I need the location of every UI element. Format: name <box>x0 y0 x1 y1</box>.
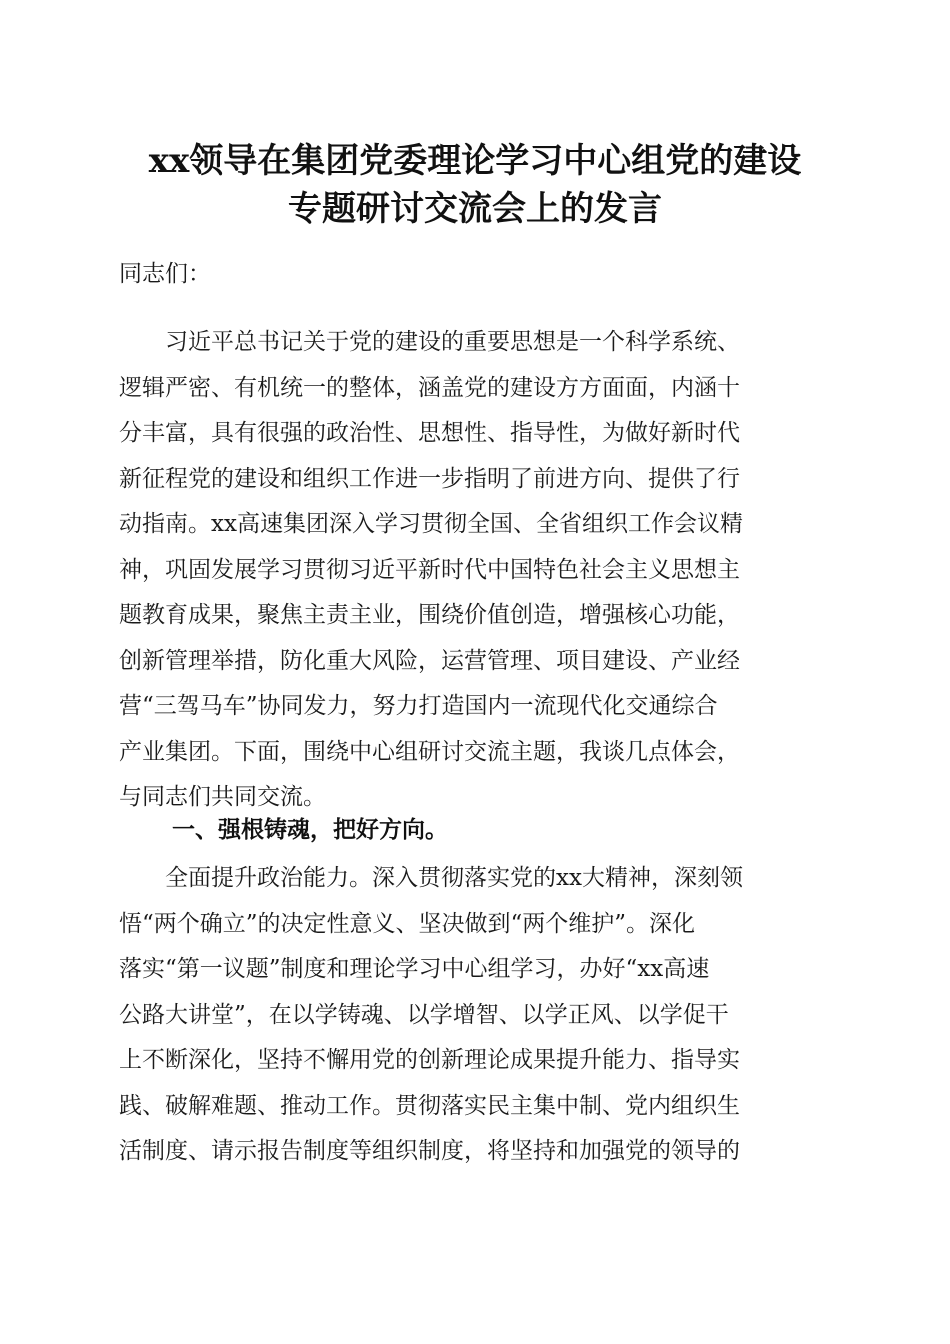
paragraph-line: 新征程党的建设和组织工作进一步指明了前进方向、提供了行 <box>119 465 740 492</box>
paragraph-line: 公路大讲堂”，在以学铸魂、以学增智、以学正风、以学促干 <box>119 1001 729 1028</box>
paragraph-line: 动指南。xx高速集团深入学习贯彻全国、全省组织工作会议精 <box>119 511 743 537</box>
paragraph-1 <box>119 320 830 821</box>
paragraph-line: 习近平总书记关于党的建设的重要思想是一个科学系统、 <box>119 329 740 355</box>
document-title-line-1: xx领导在集团党委理论学习中心组党的建设 <box>148 141 802 181</box>
paragraph-line: 营“三驾马车”协同发力，努力打造国内一流现代化交通综合 <box>119 693 718 719</box>
salutation: 同志们： <box>119 261 211 287</box>
paragraph-line: 践、破解难题、推动工作。贯彻落实民主集中制、党内组织生 <box>119 1092 740 1119</box>
document-title-line-2: 专题研讨交流会上的发言 <box>288 189 662 229</box>
paragraph-line: 逻辑严密、有机统一的整体，涵盖党的建设方方面面，内涵十 <box>119 374 740 401</box>
paragraph-line: 题教育成果，聚焦主责主业，围绕价值创造，增强核心功能， <box>119 602 740 628</box>
paragraph-line: 产业集团。下面，围绕中心组研讨交流主题，我谈几点体会， <box>119 738 740 765</box>
section-heading-1: 一、强根铸魂，把好方向。 <box>172 817 448 843</box>
paragraph-line: 悟“两个确立”的决定性意义、坚决做到“两个维护”。深化 <box>119 910 696 937</box>
paragraph-line: 落实“第一议题”制度和理论学习中心组学习，办好“xx高速 <box>119 956 710 982</box>
paragraph-line: 活制度、请示报告制度等组织制度，将坚持和加强党的领导的 <box>119 1138 740 1164</box>
paragraph-line: 创新管理举措，防化重大风险，运营管理、项目建设、产业经 <box>119 647 740 674</box>
paragraph-line: 分丰富，具有很强的政治性、思想性、指导性，为做好新时代 <box>119 420 740 446</box>
paragraph-line: 神，巩固发展学习贯彻习近平新时代中国特色社会主义思想主 <box>119 556 740 583</box>
paragraph-line: 上不断深化，坚持不懈用党的创新理论成果提升能力、指导实 <box>119 1047 740 1073</box>
paragraph-line: 与同志们共同交流。 <box>119 784 326 810</box>
paragraph-2 <box>119 856 830 1175</box>
paragraph-line: 全面提升政治能力。深入贯彻落实党的xx大精神，深刻领 <box>119 865 743 891</box>
